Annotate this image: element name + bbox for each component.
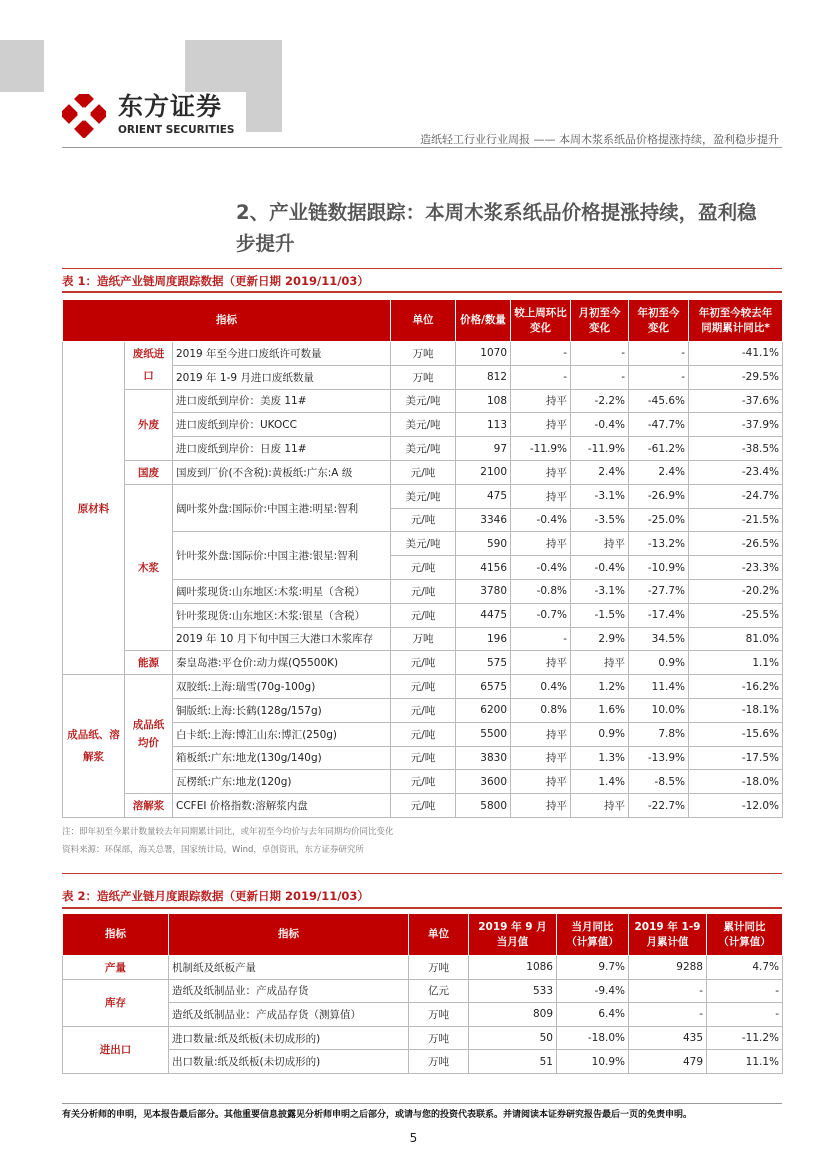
table-row: 出口数量:纸及纸板(未切成形的) 万吨 51 10.9% 479 11.1% <box>63 1050 783 1074</box>
subcategory-wood-pulp: 木浆 <box>125 484 173 651</box>
table2-top-rule <box>62 907 782 909</box>
subcategory-foreign-waste: 外废 <box>125 389 173 460</box>
subcategory-energy: 能源 <box>125 651 173 675</box>
table-row: 国废 国废到厂价(不含税):黄板纸:广东:A 级 元/吨 2100 持平 2.4% 2.4% -23.4% <box>63 460 783 484</box>
th2-ytd: 2019 年 1-9 月累计值 <box>629 914 707 956</box>
orient-securities-logo-icon <box>62 94 106 138</box>
table-row: 元/吨 4156 -0.4% -0.4% -10.9% -23.3% <box>63 556 783 580</box>
table-row: 2019 年 10 月下旬中国三大港口木浆库存 万吨 196 - 2.9% 34.5% 81.0% <box>63 627 783 651</box>
decor-block-right <box>246 40 282 132</box>
table-row: 针叶浆外盘:国际价:中国主港:银星:智利 美元/吨 590 持平 持平 -13.2% -26.5% <box>63 532 783 556</box>
subcategory-dissolving-pulp: 溶解浆 <box>125 794 173 818</box>
table-row: 成品纸、溶解浆 成品纸均价 双胶纸:上海:瑞雪(70g-100g) 元/吨 6575 0.4% 1.2% 11.4% -16.2% <box>63 675 783 699</box>
table1-caption: 表 1：造纸产业链周度跟踪数据（更新日期 2019/11/03） <box>62 274 369 288</box>
th2-unit: 单位 <box>409 914 469 956</box>
table1-top-rule <box>62 291 782 293</box>
table-row: 进出口 进口数量:纸及纸板(未切成形的) 万吨 50 -18.0% 435 -11.2% <box>63 1026 783 1050</box>
category-import-export: 进出口 <box>63 1026 169 1073</box>
subcategory-finished-paper-price: 成品纸均价 <box>125 675 173 794</box>
table1-caption-rule <box>62 268 782 269</box>
table2-caption-rule <box>62 873 782 874</box>
table-row: 白卡纸:上海:博汇山东:博汇(250g) 元/吨 5500 持平 0.9% 7.8% -15.6% <box>63 722 783 746</box>
th2-cum: 累计同比 （计算值） <box>707 914 783 956</box>
table-row: 铜版纸:上海:长鹤(128g/157g) 元/吨 6200 0.8% 1.6% 10.0% -18.1% <box>63 698 783 722</box>
report-line: 造纸轻工行业行业周报 —— 本周木浆系纸品价格提涨持续，盈利稳步提升 <box>420 133 779 146</box>
table-row: 箱板纸:广东:地龙(130g/140g) 元/吨 3830 持平 1.3% -13.9% -17.5% <box>63 746 783 770</box>
th2-mom: 当月同比 （计算值） <box>557 914 629 956</box>
logo-text-cn: 东方证券 <box>118 92 223 121</box>
header-divider <box>62 147 782 148</box>
table-row: 进口废纸到岸价：日废 11# 美元/吨 97 -11.9% -11.9% -61.2% -38.5% <box>63 437 783 461</box>
th2-month: 2019 年 9 月 当月值 <box>469 914 557 956</box>
table-row: 元/吨 3346 -0.4% -3.5% -25.0% -21.5% <box>63 508 783 532</box>
table1-source: 资料来源：环保部，海关总署，国家统计局，Wind，卓创资讯，东方证券研究所 <box>62 845 364 855</box>
th2-indicator: 指标 <box>169 914 409 956</box>
subcategory-domestic-waste: 国废 <box>125 460 173 484</box>
decor-block-left <box>0 40 44 92</box>
category-output: 产量 <box>63 956 169 980</box>
table1-note: 注：即年初至今累计数量较去年同期累计同比，或年初至今均价与去年同期均价同比变化 <box>62 827 394 837</box>
footer-divider <box>62 1103 782 1104</box>
subcategory-waste-import: 废纸进口 <box>125 342 173 390</box>
table-row: 木浆 阔叶浆外盘:国际价:中国主港:明星:智利 美元/吨 475 持平 -3.1% -26.9% -24.7% <box>63 484 783 508</box>
th-yoy: 年初至今较去年 同期累计同比* <box>689 300 783 342</box>
th2-category: 指标 <box>63 914 169 956</box>
table-row: 原材料 废纸进口 2019 年至今进口废纸许可数量 万吨 1070 - - - -41.1% <box>63 342 783 366</box>
th-indicator: 指标 <box>63 300 391 342</box>
table-row: 2019 年 1-9 月进口废纸数量 万吨 812 - - - -29.5% <box>63 365 783 389</box>
table-row: 库存 造纸及纸制品业：产成品存货 亿元 533 -9.4% - - <box>63 979 783 1003</box>
th-wow: 较上周环比 变化 <box>511 300 571 342</box>
category-finished-paper: 成品纸、溶解浆 <box>63 675 125 818</box>
table-row: 产量 机制纸及纸板产量 万吨 1086 9.7% 9288 4.7% <box>63 956 783 980</box>
weekly-tracking-table <box>62 299 783 818</box>
category-raw-materials: 原材料 <box>63 342 125 675</box>
th-mtd: 月初至今 变化 <box>571 300 629 342</box>
table-row: 造纸及纸制品业：产成品存货（测算值） 万吨 809 6.4% - - <box>63 1003 783 1027</box>
table-row: 溶解浆 CCFEI 价格指数:溶解浆内盘 元/吨 5800 持平 持平 -22.7% -12.0% <box>63 794 783 818</box>
table-row: 能源 秦皇岛港:平仓价:动力煤(Q5500K) 元/吨 575 持平 持平 0.9% 1.1% <box>63 651 783 675</box>
page-number: 5 <box>409 1131 418 1145</box>
table-row: 瓦楞纸:广东:地龙(120g) 元/吨 3600 持平 1.4% -8.5% -18.0% <box>63 770 783 794</box>
th-price: 价格/数量 <box>456 300 511 342</box>
table2-caption: 表 2：造纸产业链月度跟踪数据（更新日期 2019/11/03） <box>62 889 369 903</box>
category-inventory: 库存 <box>63 979 169 1026</box>
footer-disclaimer: 有关分析师的申明，见本报告最后部分。其他重要信息披露见分析师申明之后部分，或请与您的投资代表联系。并请阅读本证券研究报告最后一页的免责申明。 <box>62 1110 693 1120</box>
logo-text-en: ORIENT SECURITIES <box>118 124 235 136</box>
table-row: 外废 进口废纸到岸价：美废 11# 美元/吨 108 持平 -2.2% -45.6% -37.6% <box>63 389 783 413</box>
th-unit: 单位 <box>391 300 456 342</box>
table-row: 针叶浆现货:山东地区:木浆:银星（含税） 元/吨 4475 -0.7% -1.5% -17.4% -25.5% <box>63 603 783 627</box>
monthly-tracking-table <box>62 913 783 1074</box>
table-row: 进口废纸到岸价：UKOCC 美元/吨 113 持平 -0.4% -47.7% -37.9% <box>63 413 783 437</box>
section-title: 2、产业链数据跟踪：本周木浆系纸品价格提涨持续，盈利稳步提升 <box>236 201 757 255</box>
th-ytd: 年初至今 变化 <box>629 300 689 342</box>
table-row: 阔叶浆现货:山东地区:木浆:明星（含税） 元/吨 3780 -0.8% -3.1% -27.7% -20.2% <box>63 579 783 603</box>
